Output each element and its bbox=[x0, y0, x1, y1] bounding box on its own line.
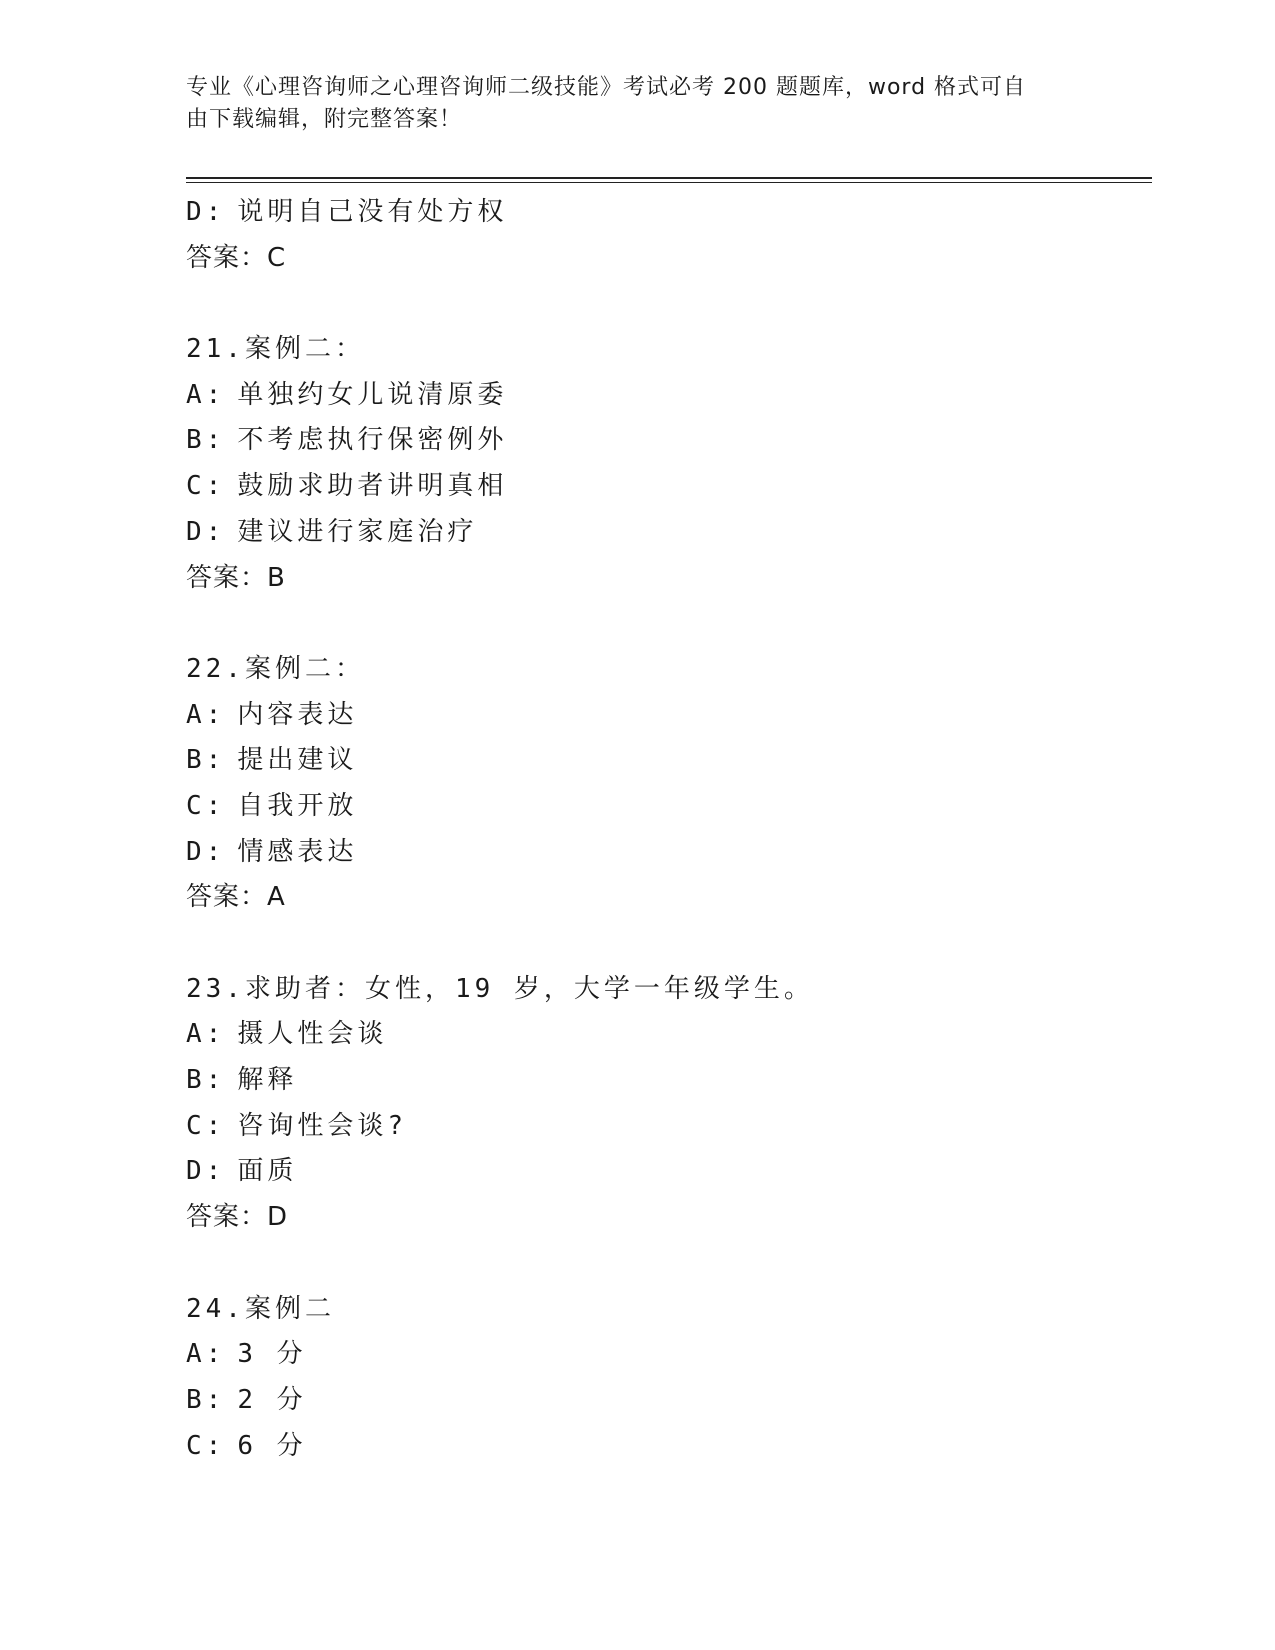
spacer bbox=[186, 601, 1152, 647]
option-line bbox=[186, 373, 1152, 419]
document-header bbox=[186, 72, 1066, 136]
option-label: B: bbox=[186, 1384, 226, 1415]
option-label: D: bbox=[186, 197, 226, 227]
option-label: A: bbox=[186, 699, 226, 730]
question-title: 23.求助者：女性，19 岁，大学一年级学生。 bbox=[186, 973, 814, 1004]
option-text: 解释 bbox=[237, 1065, 298, 1096]
spacer bbox=[186, 1241, 1152, 1287]
option-text: 不考虑执行保密例外 bbox=[237, 425, 508, 456]
option-text: 面质 bbox=[237, 1156, 298, 1187]
option-text: 6 分 bbox=[237, 1430, 307, 1461]
option-text: 咨询性会谈? bbox=[237, 1110, 407, 1141]
option-label: A: bbox=[186, 1339, 226, 1370]
option-line bbox=[186, 738, 1152, 784]
option-text: 摄人性会谈 bbox=[237, 1019, 388, 1050]
answer-line: 答案：B bbox=[186, 562, 286, 593]
spacer bbox=[186, 921, 1152, 967]
option-label: B: bbox=[186, 1065, 226, 1096]
option-line bbox=[186, 510, 1152, 556]
option-text: 提出建议 bbox=[237, 745, 358, 776]
option-line bbox=[186, 1058, 1152, 1104]
header-rule-thin bbox=[186, 182, 1152, 183]
answer-line: 答案：A bbox=[186, 882, 286, 913]
option-line bbox=[186, 1332, 1152, 1378]
option-label: C: bbox=[186, 1430, 226, 1461]
option-text: 情感表达 bbox=[237, 836, 358, 867]
option-line bbox=[186, 418, 1152, 464]
option-label: C: bbox=[186, 471, 226, 502]
question-title: 22.案例二： bbox=[186, 653, 365, 684]
option-label: B: bbox=[186, 425, 226, 456]
option-text: 3 分 bbox=[237, 1339, 307, 1370]
question-title: 24.案例二 bbox=[186, 1293, 335, 1324]
option-line bbox=[186, 1149, 1152, 1195]
option-label: C: bbox=[186, 1110, 226, 1141]
option-text: 鼓励求助者讲明真相 bbox=[237, 471, 508, 502]
option-text: 自我开放 bbox=[237, 790, 358, 821]
answer-line: 答案：D bbox=[186, 1202, 289, 1233]
header-line-1: 专业《心理咨询师之心理咨询师二级技能》考试必考 200 题题库，word 格式可自 bbox=[186, 75, 1027, 100]
header-rule-thick bbox=[186, 177, 1152, 179]
option-line bbox=[186, 830, 1152, 876]
answer-line: 答案：C bbox=[186, 242, 287, 273]
option-label: A: bbox=[186, 1019, 226, 1050]
option-line bbox=[186, 1012, 1152, 1058]
option-text: 单独约女儿说清原委 bbox=[237, 379, 508, 410]
option-line bbox=[186, 693, 1152, 739]
question-list bbox=[186, 190, 1152, 1469]
option-line bbox=[186, 464, 1152, 510]
option-line bbox=[186, 784, 1152, 830]
option-label: A: bbox=[186, 379, 226, 410]
option-line bbox=[186, 1424, 1152, 1470]
option-label: D: bbox=[186, 1156, 226, 1187]
option-line bbox=[186, 1104, 1152, 1150]
option-label: D: bbox=[186, 836, 226, 867]
option-label: D: bbox=[186, 516, 226, 547]
option-text: 建议进行家庭治疗 bbox=[237, 516, 478, 547]
spacer bbox=[186, 281, 1152, 327]
option-label: B: bbox=[186, 745, 226, 776]
option-text: 说明自己没有处方权 bbox=[237, 197, 508, 227]
option-label: C: bbox=[186, 790, 226, 821]
option-text: 2 分 bbox=[237, 1384, 307, 1415]
question-title: 21.案例二： bbox=[186, 334, 365, 365]
header-line-2: 由下载编辑，附完整答案！ bbox=[186, 107, 463, 132]
option-line bbox=[186, 190, 1152, 236]
option-line bbox=[186, 1378, 1152, 1424]
option-text: 内容表达 bbox=[237, 699, 358, 730]
